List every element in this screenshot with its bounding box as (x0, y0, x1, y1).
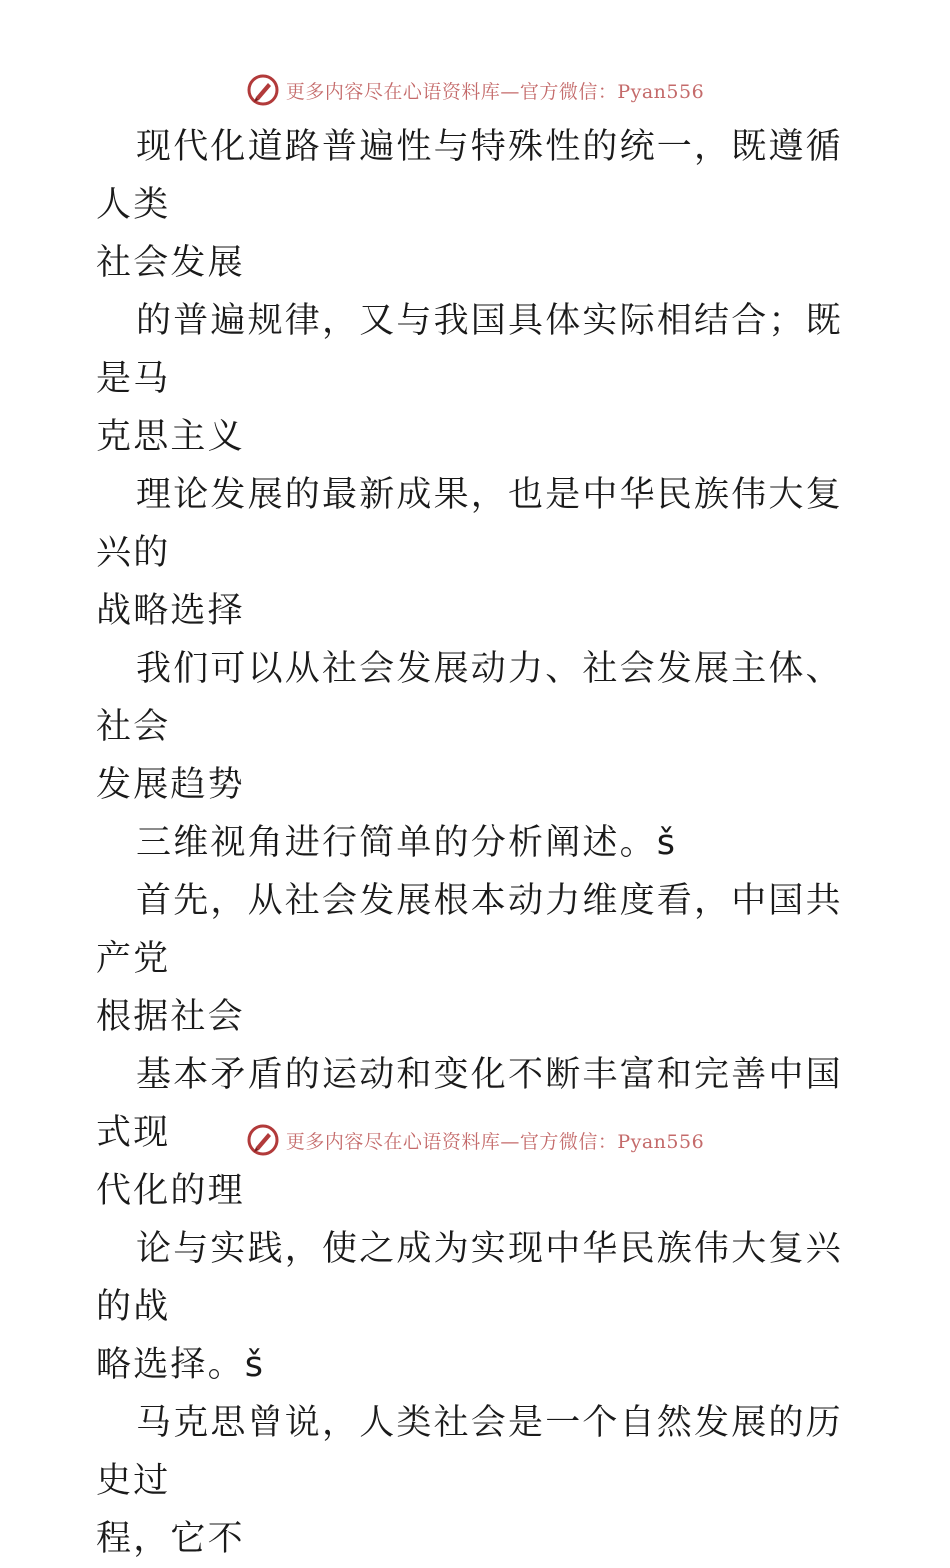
paragraph: 论与实践，使之成为实现中华民族伟大复兴的战 略选择。š (96, 1229, 843, 1385)
paragraph: 我们可以从社会发展动力、社会发展主体、社会 发展趋势 (96, 649, 843, 805)
paragraph: 的普遍规律，又与我国具体实际相结合；既是马 克思主义 (96, 301, 843, 457)
header-banner-text: 更多内容尽在心语资料库—官方微信：Pyan556 (285, 80, 705, 103)
paragraph: 现代化道路普遍性与特殊性的统一，既遵循人类 社会发展 (96, 127, 843, 283)
pen-logo-icon (246, 73, 280, 107)
paragraph: 马克思曾说，人类社会是一个自然发展的历史过 程，它不 (96, 1403, 843, 1559)
header-banner (0, 70, 950, 110)
paragraph: 三维视角进行简单的分析阐述。š (136, 823, 678, 863)
footer-banner-text: 更多内容尽在心语资料库—官方微信：Pyan556 (285, 1130, 705, 1153)
paragraph: 基本矛盾的运动和变化不断丰富和完善中国式现 代化的理 (96, 1055, 843, 1211)
footer-banner (0, 1120, 950, 1160)
document-body (96, 118, 866, 1568)
pen-logo-icon (246, 1123, 280, 1157)
paragraph: 首先，从社会发展根本动力维度看，中国共产党 根据社会 (96, 881, 843, 1037)
paragraph: 理论发展的最新成果，也是中华民族伟大复兴的 战略选择 (96, 475, 843, 631)
